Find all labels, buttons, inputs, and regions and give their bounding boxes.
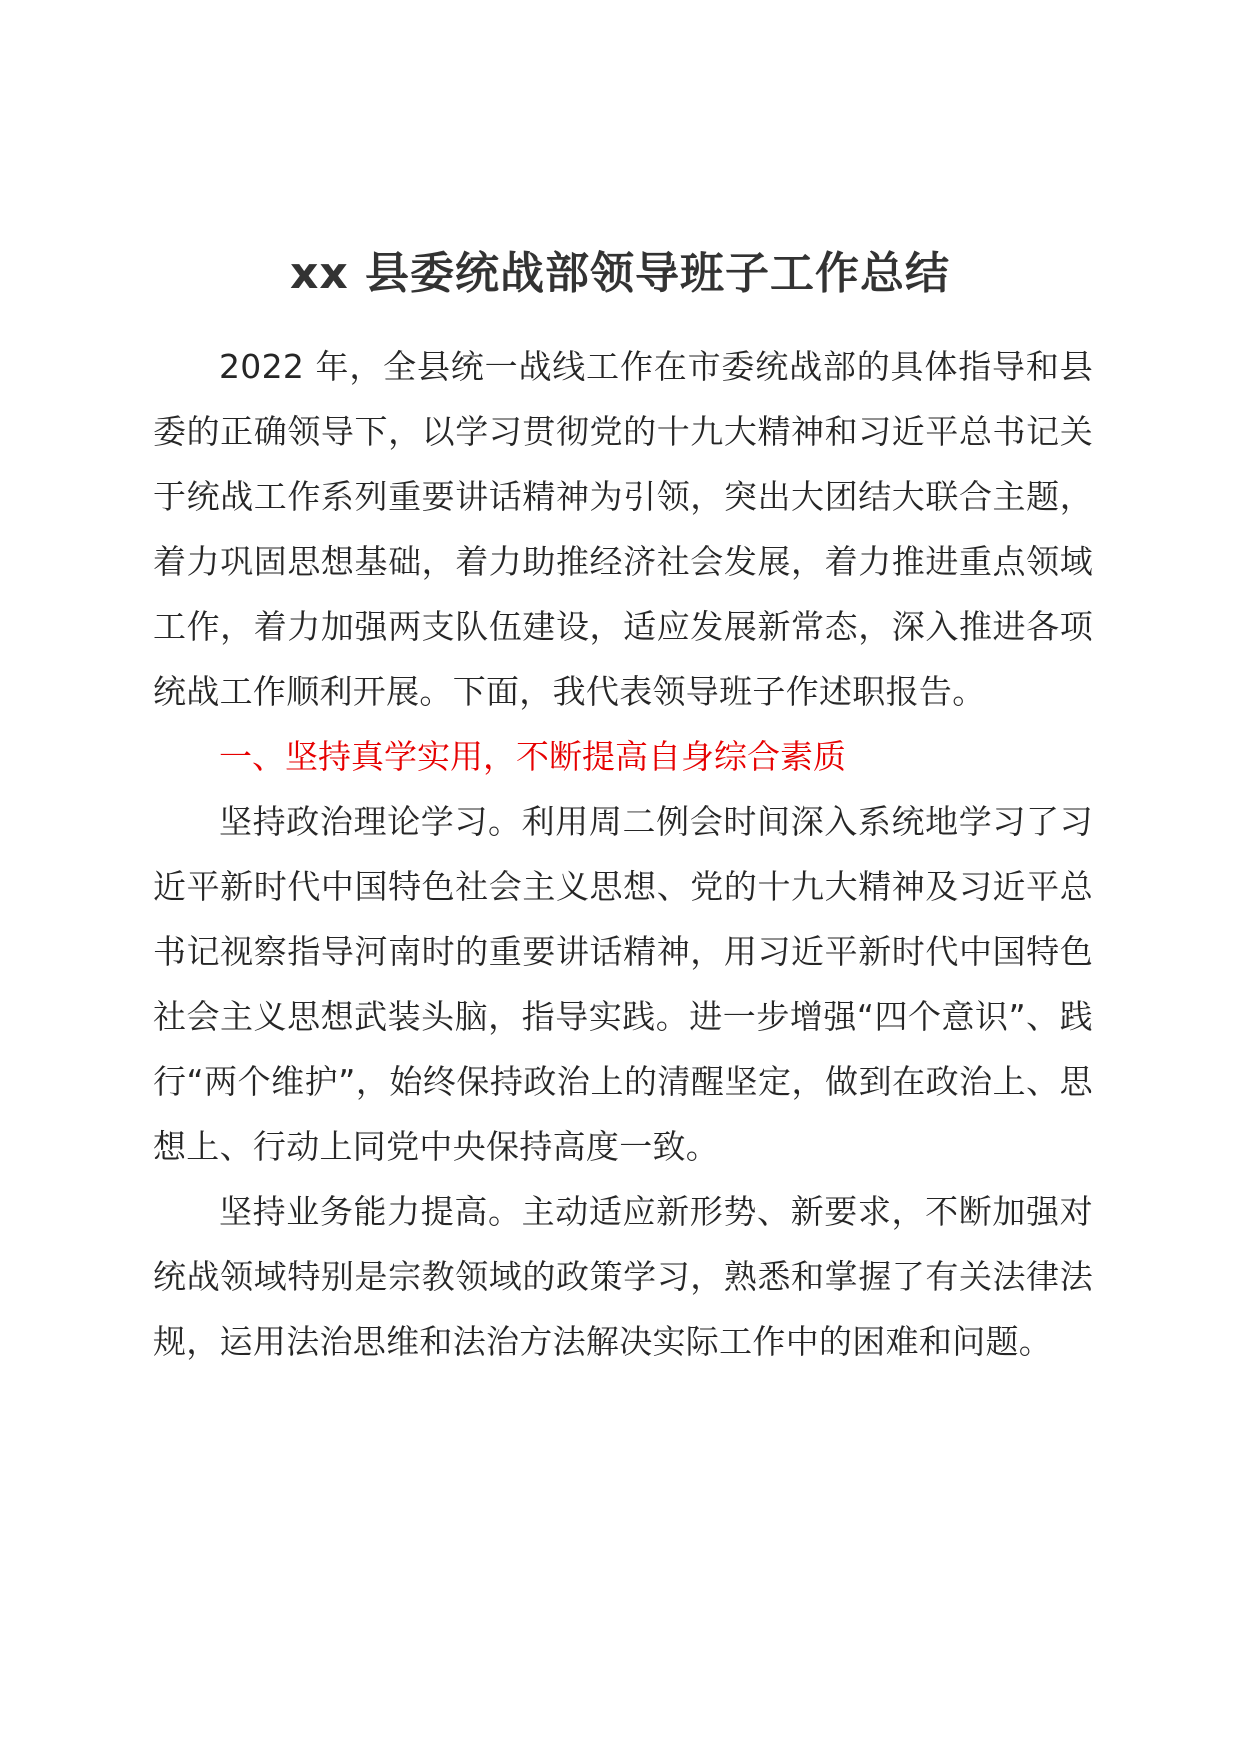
section-paragraph-1: 坚持政治理论学习。利用周二例会时间深入系统地学习了习近平新时代中国特色社会主义思想、党的十九大精神及习近平总书记视察指导河南时的重要讲话精神，用习近平新时代中国特色社会主义思想武装头脑，指导实践。进一步增强“四个意识”、践行“两个维护”，始终保持政治上的清醒坚定，做到在政治上、思想上、行动上同党中央保持高度一致。	[153, 802, 1093, 1166]
section-heading: 一、坚持真学实用，不断提高自身综合素质	[219, 737, 846, 776]
document-title: xx 县委统战部领导班子工作总结	[289, 248, 951, 299]
section-paragraph-2: 坚持业务能力提高。主动适应新形势、新要求，不断加强对统战领域特别是宗教领域的政策学习，熟悉和掌握了有关法律法规，运用法治思维和法治方法解决实际工作中的困难和问题。	[153, 1192, 1093, 1361]
document-body	[153, 334, 1093, 1374]
intro-paragraph: 2022 年，全县统一战线工作在市委统战部的具体指导和县委的正确领导下，以学习贯彻党的十九大精神和习近平总书记关于统战工作系列重要讲话精神为引领，突出大团结大联合主题，着力巩固思想基础，着力助推经济社会发展，着力推进重点领域工作，着力加强两支队伍建设，适应发展新常态，深入推进各项统战工作顺利开展。下面，我代表领导班子作述职报告。	[153, 347, 1093, 711]
